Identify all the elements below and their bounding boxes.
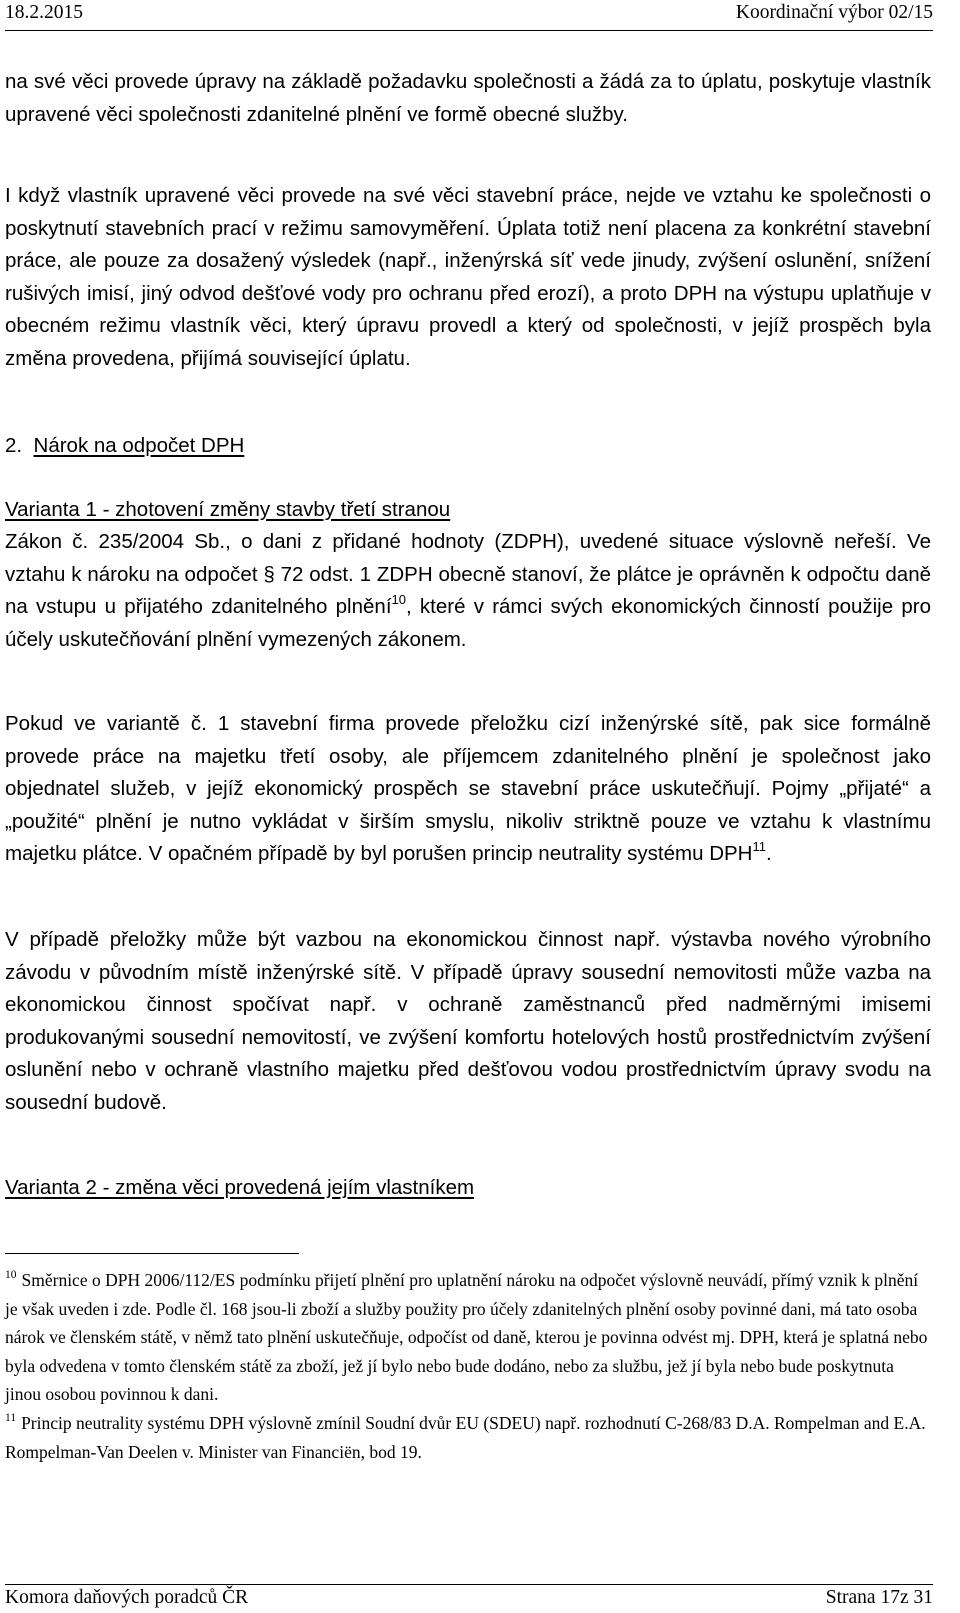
footnote-reference-11[interactable]: 11 (752, 839, 766, 854)
paragraph-construction-works (5, 180, 931, 375)
paragraph-economic-activity (5, 924, 931, 1119)
paragraph-vat-law (5, 526, 931, 656)
footer-page-number: Strana 17z 31 (825, 1587, 933, 1608)
footnote-text: Princip neutrality systému DPH výslovně zmínil Soudní dvůr EU (SDEU) např. rozhodnutí C-268/83 D.A. Rompelman and E.A. Rompelman-Van Deelen v. Minister van Financiën, bod 19. (5, 1412, 926, 1462)
footnote-10 (5, 1266, 929, 1409)
header-rule (5, 30, 933, 31)
section-number: 2. (5, 434, 23, 457)
paragraph-text: Zákon č. 235/2004 Sb., o dani z přidané hodnoty (ZDPH), uvedené situace výslovně neřeší. Ve vztahu k nároku na odpočet § 72 odst. 1 ZDPH obecně stanoví, že plátce je oprávněn k odpočtu daně na vstupu u přijatého zdanitelného plnění (5, 530, 931, 618)
paragraph-text: I když vlastník upravené věci provede na své věci stavební práce, nejde ve vztahu ke společnosti o poskytnutí stavebních prací v režimu samovyměření. Úplata totiž není placena za konkrétní stavební práce, ale pouze za dosažený výsledek (např., inženýrská síť vede jinudy, zvýšení oslunění, snížení rušivých imisí, jiný odvod dešťové vody pro ochranu před erozí), a proto DPH na výstupu uplatňuje v obecném režimu vlastník věci, který úpravu provedl a který od společnosti, v jejíž prospěch byla změna provedena, přijímá související úplatu. (5, 184, 931, 370)
paragraph-variant-1-relocation (5, 708, 931, 871)
paragraph-text-tail: , které v rámci svých ekonomických činností použije pro účely uskutečňování plnění vymezených zákonem. (5, 595, 931, 651)
paragraph-text: Pokud ve variantě č. 1 stavební firma provede přeložku cizí inženýrské sítě, pak sice formálně provede práce na majetku třetí osoby, ale příjemcem zdanitelného plnění je společnost jako objednatel služeb, v jejíž ekonomický prospěch se stavební práce uskutečňují. Pojmy „přijaté“ a „použité“ plnění je nutno vykládat v širším smyslu, nikoliv striktně pouze ve vztahu k vlastnímu majetku plátce. V opačném případě by byl porušen princip neutrality systému DPH (5, 712, 931, 865)
variant-1-title: Varianta 1 - zhotovení změny stavby třetí stranou (5, 498, 451, 521)
footer-publisher: Komora daňových poradců ČR (5, 1587, 249, 1608)
variant-2-heading (5, 1172, 931, 1205)
paragraph-text-tail: . (765, 842, 772, 865)
header-date: 18.2.2015 (5, 2, 83, 23)
footer-rule (5, 1584, 933, 1585)
footnote-reference-10[interactable]: 10 (391, 592, 406, 607)
section-title: Nárok na odpočet DPH (33, 434, 245, 457)
footnotes (5, 1266, 929, 1466)
footnote-11 (5, 1409, 929, 1466)
variant-2-title: Varianta 2 - změna věci provedená jejím vlastníkem (5, 1176, 475, 1199)
footnote-text: Směrnice o DPH 2006/112/ES podmínku přijetí plnění pro uplatnění nároku na odpočet výslovně neuvádí, přímý vznik k plnění je však uveden i zde. Podle čl. 168 jsou-li zboží a služby použity pro účely zdanitelných plnění osoby povinné dani, má tato osoba nárok ve členském státě, v němž tato plnění uskutečňuje, odpočíst od daně, kterou je povinna odvést mj. DPH, která je splatná nebo byla odvedena v tomto členském státě za zboží, jež jí bylo nebo bude dodáno, nebo za službu, jež jí byla nebo bude poskytnuta jinou osobou povinnou k dani. (5, 1270, 928, 1405)
footnote-number: 10 (5, 1269, 17, 1281)
section-heading (5, 430, 931, 463)
variant-1-heading (5, 494, 931, 527)
paragraph-text: V případě přeložky může být vazbou na ekonomickou činnost např. výstavba nového výrobního závodu v původním místě inženýrské sítě. V případě úpravy sousední nemovitosti může vazba na ekonomickou činnost spočívat např. v ochraně zaměstnanců před nadměrnými imisemi produkovanými sousední nemovitostí, ve zvýšení komfortu hotelových hostů prostřednictvím zvýšení oslunění nebo v ochraně vlastního majetku před dešťovou vodou prostřednictvím úpravy svodu na sousední budově. (5, 928, 931, 1114)
paragraph-intro (5, 66, 931, 131)
header-section: Koordinační výbor 02/15 (735, 2, 933, 23)
footnote-separator (5, 1253, 299, 1254)
footnote-number: 11 (5, 1411, 17, 1424)
paragraph-text: na své věci provede úpravy na základě požadavku společnosti a žádá za to úplatu, poskytuje vlastník upravené věci společnosti zdanitelné plnění ve formě obecné služby. (5, 70, 931, 126)
